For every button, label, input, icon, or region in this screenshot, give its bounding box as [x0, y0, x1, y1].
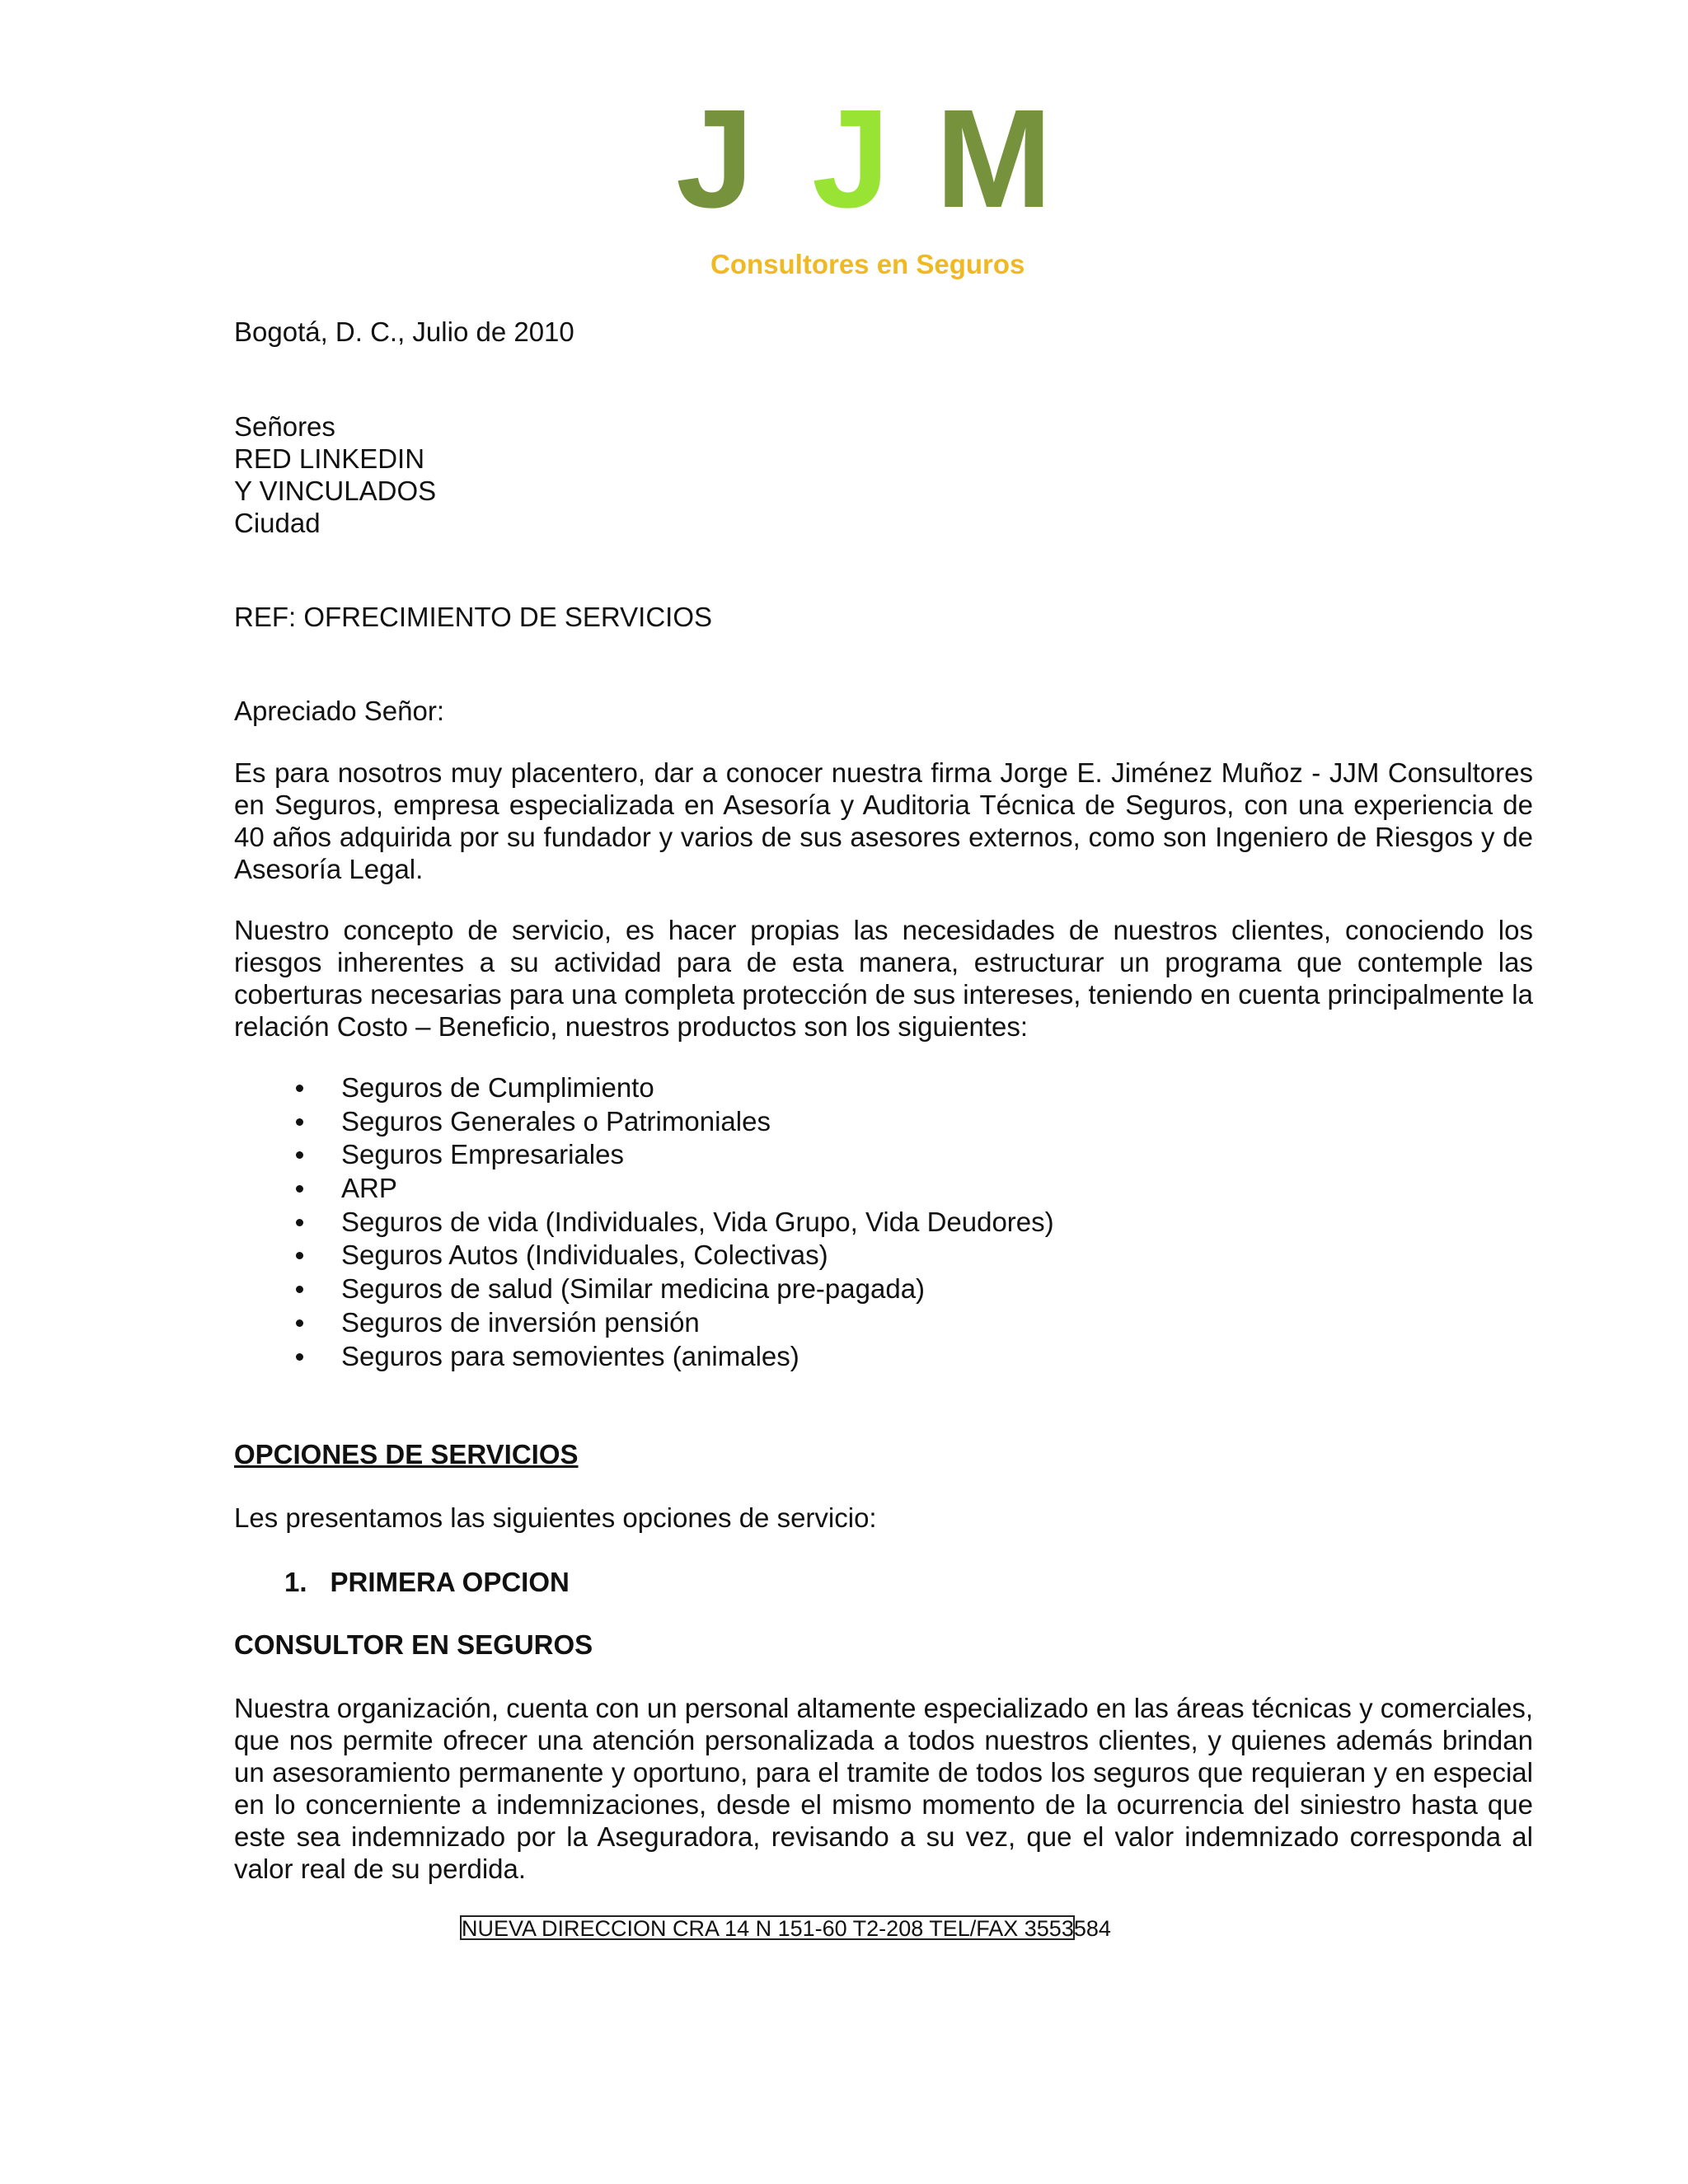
recipient-line-2: RED LINKEDIN — [234, 443, 425, 474]
recipient-line-3: Y VINCULADOS — [234, 476, 437, 506]
logo-letter-j2: J — [812, 81, 890, 237]
list-item: Seguros de inversión pensión — [234, 1306, 1054, 1340]
list-item: Seguros de Cumplimiento — [234, 1071, 1054, 1105]
bullet-icon — [296, 1151, 303, 1159]
option-number: 1. — [284, 1567, 307, 1597]
bullet-icon — [296, 1252, 303, 1259]
paragraph-service-concept: Nuestro concepto de servicio, es hacer propias las necesidades de nuestros clientes, conociendo los riesgos inherentes a su actividad para de esta manera, estructurar un programa que contemple las coberturas necesarias para una completa protección de sus intereses, teniendo en cuenta principalmente la relación Costo – Beneficio, nuestros productos son los siguientes: — [234, 915, 1533, 1042]
salutation: Apreciado Señor: — [234, 696, 444, 726]
paragraph-intro: Es para nosotros muy placentero, dar a conocer nuestra firma Jorge E. Jiménez Muñoz - JJM Consultores en Seguros, empresa especializada en Asesoría y Auditoria Técnica de Seguros, con una experiencia de 40 años adquirida por su fundador y varios de sus asesores externos, como son Ingeniero de Riesgos y de Asesoría Legal. — [234, 757, 1533, 884]
company-tagline: Consultores en Seguros — [710, 249, 1025, 279]
logo-letter-m: M — [935, 81, 1053, 237]
logo-letter-j1: J — [676, 81, 754, 237]
option-title: PRIMERA OPCION — [330, 1567, 570, 1597]
bullet-icon — [296, 1219, 303, 1226]
bullet-icon — [296, 1319, 303, 1327]
list-item: Seguros para semovientes (animales) — [234, 1340, 1054, 1374]
list-item: Seguros de salud (Similar medicina pre-pagada) — [234, 1272, 1054, 1306]
list-item: Seguros Autos (Individuales, Colectivas) — [234, 1239, 1054, 1272]
recipient-line-4: Ciudad — [234, 508, 321, 538]
options-intro: Les presentamos las siguientes opciones de servicio: — [234, 1502, 877, 1533]
option-1-heading — [284, 1566, 570, 1598]
options-heading: OPCIONES DE SERVICIOS — [234, 1439, 579, 1469]
recipient-line-1: Señores — [234, 411, 335, 442]
consultant-heading: CONSULTOR EN SEGUROS — [234, 1629, 593, 1660]
bullet-icon — [296, 1085, 303, 1092]
product-list — [234, 1071, 1054, 1373]
bullet-icon — [296, 1118, 303, 1126]
bullet-icon — [296, 1353, 303, 1361]
date-line: Bogotá, D. C., Julio de 2010 — [234, 316, 574, 347]
list-item: Seguros Generales o Patrimoniales — [234, 1105, 1054, 1139]
footer-address-box: NUEVA DIRECCION CRA 14 N 151-60 T2-208 TEL/FAX 3553584 — [462, 1916, 1111, 1941]
list-item: ARP — [234, 1172, 1054, 1206]
bullet-icon — [296, 1286, 303, 1293]
reference-line: REF: OFRECIMIENTO DE SERVICIOS — [234, 602, 713, 632]
paragraph-consultant: Nuestra organización, cuenta con un personal altamente especializado en las áreas técnicas y comerciales, que nos permite ofrecer una atención personalizada a todos nuestros clientes, y quienes además brindan un asesoramiento permanente y oportuno, para el tramite de todos los seguros que requieran y en especial en lo concerniente a indemnizaciones, desde el mismo momento de la ocurrencia del siniestro hasta que este sea indemnizado por la Aseguradora, revisando a su vez, que el valor indemnizado corresponda al valor real de su perdida. — [234, 1693, 1533, 1884]
list-item: Seguros Empresariales — [234, 1138, 1054, 1172]
company-logo — [676, 81, 1071, 237]
bullet-icon — [296, 1185, 303, 1193]
list-item: Seguros de vida (Individuales, Vida Grupo, Vida Deudores) — [234, 1206, 1054, 1240]
